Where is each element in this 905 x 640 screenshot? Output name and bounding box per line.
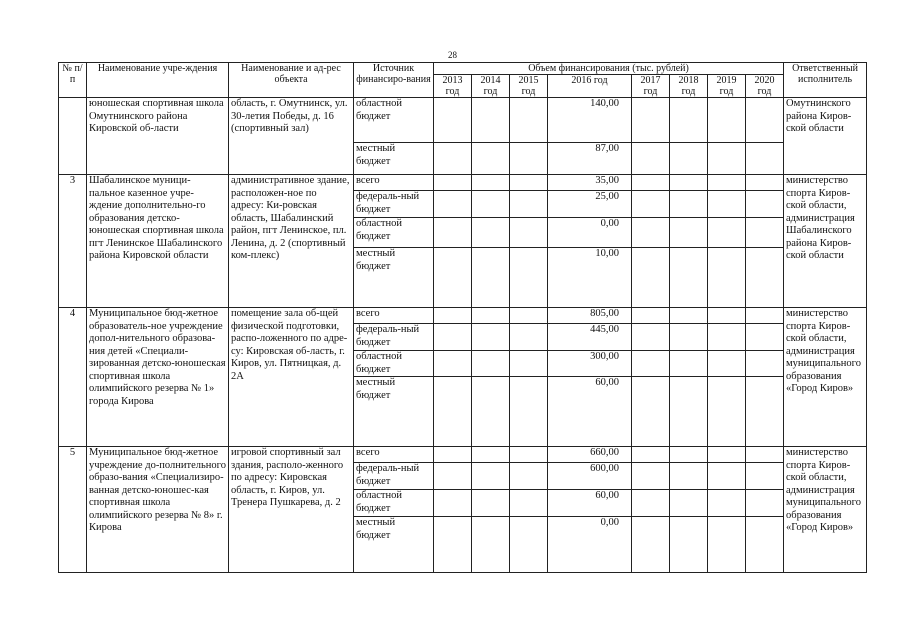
value-empty bbox=[708, 463, 746, 490]
header-num: № п/п bbox=[59, 63, 87, 98]
responsible-executor: министерство спорта Киров-ской области, администрация муниципального образования «Город Киров» bbox=[784, 447, 867, 573]
value-empty bbox=[632, 351, 670, 377]
value-empty bbox=[670, 143, 708, 175]
value-empty bbox=[510, 143, 548, 175]
funding-source: федераль-ный бюджет bbox=[354, 191, 434, 218]
value-2016: 140,00 bbox=[548, 98, 632, 143]
funding-source: местный бюджет bbox=[354, 517, 434, 573]
value-empty bbox=[670, 218, 708, 248]
value-empty bbox=[632, 463, 670, 490]
value-empty bbox=[632, 248, 670, 308]
financing-table bbox=[58, 62, 867, 573]
funding-source: федераль-ный бюджет bbox=[354, 463, 434, 490]
value-2016: 10,00 bbox=[548, 248, 632, 308]
value-empty bbox=[472, 175, 510, 191]
institution-name: Муниципальное бюд-жетное учреждение до-полнительного образо-вания «Специализиро-ванная детско-юношес-кая спортивная школа олимпийского резерва № 8» г. Кирова bbox=[87, 447, 229, 573]
value-empty bbox=[434, 447, 472, 463]
header-object: Наименование и ад-рес объекта bbox=[229, 63, 354, 98]
header-year: 2013 год bbox=[434, 75, 472, 98]
value-empty bbox=[708, 98, 746, 143]
object-address: игровой спортивный зал здания, располо-женного по адресу: Кировская область, г. Киров, ул. Тренера Пушкарева, д. 2 bbox=[229, 447, 354, 573]
funding-source: местный бюджет bbox=[354, 377, 434, 447]
value-empty bbox=[510, 248, 548, 308]
responsible-executor: Омутнинского района Киров-ской области bbox=[784, 98, 867, 175]
value-empty bbox=[510, 98, 548, 143]
value-empty bbox=[746, 377, 784, 447]
value-empty bbox=[708, 517, 746, 573]
value-empty bbox=[632, 517, 670, 573]
value-empty bbox=[746, 351, 784, 377]
table-body bbox=[59, 98, 867, 573]
header-year: 2016 год bbox=[548, 75, 632, 98]
funding-source: областной бюджет bbox=[354, 351, 434, 377]
value-empty bbox=[632, 143, 670, 175]
value-empty bbox=[510, 175, 548, 191]
value-empty bbox=[632, 191, 670, 218]
value-empty bbox=[472, 308, 510, 324]
value-empty bbox=[434, 308, 472, 324]
value-empty bbox=[708, 308, 746, 324]
value-empty bbox=[708, 175, 746, 191]
value-empty bbox=[670, 248, 708, 308]
value-2016: 660,00 bbox=[548, 447, 632, 463]
value-empty bbox=[708, 218, 746, 248]
value-empty bbox=[472, 447, 510, 463]
header-year: 2019 год bbox=[708, 75, 746, 98]
value-empty bbox=[472, 218, 510, 248]
value-empty bbox=[632, 490, 670, 517]
value-empty bbox=[434, 218, 472, 248]
value-empty bbox=[670, 447, 708, 463]
value-empty bbox=[670, 463, 708, 490]
table-row bbox=[59, 308, 867, 324]
funding-source: областной бюджет bbox=[354, 98, 434, 143]
table-row bbox=[59, 98, 867, 143]
value-empty bbox=[510, 377, 548, 447]
value-empty bbox=[746, 98, 784, 143]
header-year: 2014 год bbox=[472, 75, 510, 98]
responsible-executor: министерство спорта Киров-ской области, администрация Шабалинского района Киров-ской области bbox=[784, 175, 867, 308]
value-empty bbox=[472, 490, 510, 517]
value-empty bbox=[670, 175, 708, 191]
value-empty bbox=[632, 324, 670, 351]
value-empty bbox=[708, 143, 746, 175]
table-row bbox=[59, 447, 867, 463]
table-row bbox=[59, 175, 867, 191]
value-empty bbox=[472, 351, 510, 377]
header-source: Источник финансиро-вания bbox=[354, 63, 434, 98]
value-empty bbox=[510, 218, 548, 248]
header-volume: Объем финансирования (тыс. рублей) bbox=[434, 63, 784, 75]
value-empty bbox=[746, 248, 784, 308]
value-empty bbox=[434, 98, 472, 143]
value-empty bbox=[510, 191, 548, 218]
page-number: 28 bbox=[448, 50, 457, 60]
header-year: 2018 год bbox=[670, 75, 708, 98]
header-year: 2015 год bbox=[510, 75, 548, 98]
value-empty bbox=[434, 517, 472, 573]
value-empty bbox=[708, 191, 746, 218]
funding-source: всего bbox=[354, 308, 434, 324]
value-empty bbox=[434, 191, 472, 218]
value-empty bbox=[746, 490, 784, 517]
value-empty bbox=[472, 98, 510, 143]
value-empty bbox=[632, 447, 670, 463]
value-2016: 87,00 bbox=[548, 143, 632, 175]
value-empty bbox=[708, 324, 746, 351]
institution-name: Муниципальное бюд-жетное образователь-ное учреждение допол-нительного образова-ния детей «Специали-зированная детско-юношеская спортивная школа олимпийского резерва № 1» города Кирова bbox=[87, 308, 229, 447]
table-header bbox=[59, 63, 867, 98]
header-institution: Наименование учре-ждения bbox=[87, 63, 229, 98]
value-empty bbox=[472, 191, 510, 218]
value-empty bbox=[434, 143, 472, 175]
row-number: 5 bbox=[59, 447, 87, 573]
value-empty bbox=[434, 463, 472, 490]
value-empty bbox=[670, 517, 708, 573]
value-empty bbox=[472, 324, 510, 351]
value-empty bbox=[670, 377, 708, 447]
object-address: административное здание, расположен-ное по адресу: Ки-ровская область, Шабалинский район, пгт Ленинское, пл. Ленина, д. 2 (спортивный ком-плекс) bbox=[229, 175, 354, 308]
value-2016: 0,00 bbox=[548, 517, 632, 573]
value-empty bbox=[708, 377, 746, 447]
funding-source: местный бюджет bbox=[354, 248, 434, 308]
value-empty bbox=[746, 447, 784, 463]
value-empty bbox=[510, 490, 548, 517]
row-number: 4 bbox=[59, 308, 87, 447]
value-empty bbox=[746, 324, 784, 351]
header-responsible: Ответственный исполнитель bbox=[784, 63, 867, 98]
value-2016: 0,00 bbox=[548, 218, 632, 248]
funding-source: федераль-ный бюджет bbox=[354, 324, 434, 351]
institution-name: юношеская спортивная школа Омутнинского района Кировской об-ласти bbox=[87, 98, 229, 175]
value-empty bbox=[434, 324, 472, 351]
responsible-executor: министерство спорта Киров-ской области, администрация муниципального образования «Город Киров» bbox=[784, 308, 867, 447]
value-2016: 60,00 bbox=[548, 377, 632, 447]
value-empty bbox=[708, 490, 746, 517]
value-empty bbox=[434, 377, 472, 447]
value-empty bbox=[632, 218, 670, 248]
value-empty bbox=[472, 377, 510, 447]
value-empty bbox=[670, 191, 708, 218]
value-2016: 25,00 bbox=[548, 191, 632, 218]
header-year: 2020 год bbox=[746, 75, 784, 98]
object-address: область, г. Омутнинск, ул. 30-летия Победы, д. 16 (спортивный зал) bbox=[229, 98, 354, 175]
value-empty bbox=[510, 517, 548, 573]
value-empty bbox=[434, 490, 472, 517]
value-empty bbox=[708, 248, 746, 308]
value-empty bbox=[708, 447, 746, 463]
value-empty bbox=[670, 490, 708, 517]
value-2016: 35,00 bbox=[548, 175, 632, 191]
funding-source: областной бюджет bbox=[354, 490, 434, 517]
value-empty bbox=[632, 377, 670, 447]
value-empty bbox=[434, 248, 472, 308]
value-empty bbox=[746, 463, 784, 490]
row-number bbox=[59, 98, 87, 175]
value-empty bbox=[746, 308, 784, 324]
funding-source: областной бюджет bbox=[354, 218, 434, 248]
value-2016: 600,00 bbox=[548, 463, 632, 490]
value-empty bbox=[472, 248, 510, 308]
value-empty bbox=[510, 463, 548, 490]
value-empty bbox=[746, 175, 784, 191]
value-empty bbox=[510, 351, 548, 377]
value-empty bbox=[746, 517, 784, 573]
value-2016: 445,00 bbox=[548, 324, 632, 351]
value-empty bbox=[510, 308, 548, 324]
value-empty bbox=[632, 175, 670, 191]
value-2016: 60,00 bbox=[548, 490, 632, 517]
value-2016: 300,00 bbox=[548, 351, 632, 377]
value-empty bbox=[670, 324, 708, 351]
value-empty bbox=[472, 463, 510, 490]
funding-source: всего bbox=[354, 175, 434, 191]
value-empty bbox=[434, 351, 472, 377]
value-empty bbox=[510, 324, 548, 351]
object-address: помещение зала об-щей физической подготовки, распо-ложенного по адре-су: Кировская об-ласть, г. Киров, ул. Пятницкая, д. 2А bbox=[229, 308, 354, 447]
value-empty bbox=[746, 218, 784, 248]
value-empty bbox=[708, 351, 746, 377]
header-year: 2017 год bbox=[632, 75, 670, 98]
value-empty bbox=[434, 175, 472, 191]
value-empty bbox=[746, 191, 784, 218]
value-empty bbox=[670, 351, 708, 377]
funding-source: местный бюджет bbox=[354, 143, 434, 175]
value-2016: 805,00 bbox=[548, 308, 632, 324]
value-empty bbox=[632, 308, 670, 324]
row-number: 3 bbox=[59, 175, 87, 308]
value-empty bbox=[632, 98, 670, 143]
institution-name: Шабалинское муници-пальное казенное учре-ждение дополнительно-го образования детско-юношеская спортивная школа пгт Ленинское Шабалинского района Кировской области bbox=[87, 175, 229, 308]
funding-source: всего bbox=[354, 447, 434, 463]
value-empty bbox=[746, 143, 784, 175]
value-empty bbox=[670, 98, 708, 143]
value-empty bbox=[510, 447, 548, 463]
value-empty bbox=[670, 308, 708, 324]
value-empty bbox=[472, 517, 510, 573]
value-empty bbox=[472, 143, 510, 175]
